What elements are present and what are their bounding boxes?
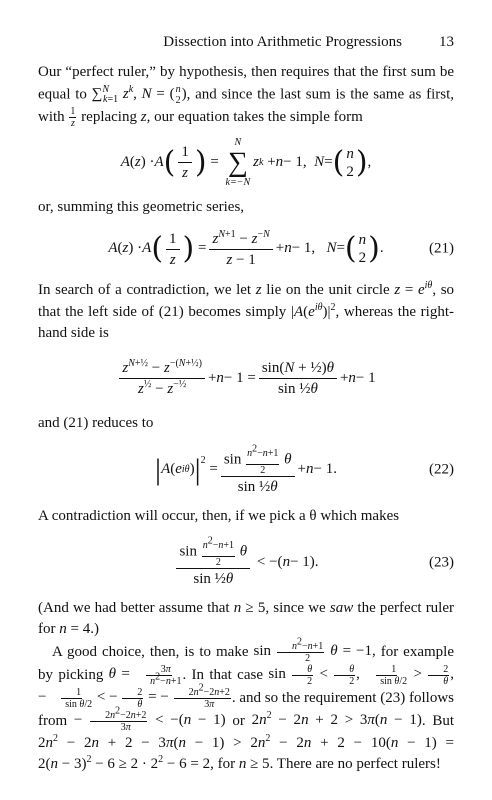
paragraph-5: A contradiction will occur, then, if we pick a θ which makes — [38, 508, 400, 524]
paragraph-4: and (21) reduces to — [38, 414, 154, 431]
equation-number-23: (23) — [429, 553, 454, 570]
equation-number-21: (21) — [429, 240, 454, 257]
running-title: Dissection into Arithmetic Progressions — [163, 34, 402, 50]
paragraph-7: A good choice, then, is to make sin $\frac{n^2-n+1}{2}$ θ = −1, for example by picking θ = $\frac{3\pi}{n^2-n+1}$ . In that case sin $\frac{\theta}{2}$ < $\frac{\theta}{2}$ , $\frac{1}{\text{sin θ/2}}$ > $\frac{2}{\theta}$ , − $\frac{1}{\text{sin θ/2}}$ < − $\frac{2}{\theta}$ = − $\frac{2n^2-2n+2}{3\pi}$ . and so the requirement (23) follows from − $\frac{2n^2-2n+2}{3\pi}$ < −(n − 1) or $2n^2 - 2n + 2 > 3\pi(n - 1)$. But $2n^2 - 2n + 2 - 3\pi(n - 1) > 2n^2 - 2n + 2 - 10(n - 1) = 2(n - 3)^2 - 6 \ge 2 \cdot 2^2 - 6 = 2$, for n ≥ 5. There are no perfect rulers! — [38, 636, 455, 772]
page-body — [38, 62, 454, 776]
equation-rhs: $\frac{z^{N+\frac{1}{2}} - z^{-(N+\frac{1}{2})}}{z^{\frac{1}{2}} - z^{-\frac{1}{2}}}$ + n − 1 = $\frac{\text{sin(N + ½)θ}}{\text{sin ½θ}}$ + n − 1 — [38, 351, 454, 407]
equation-23: sin $\frac{n^2-n+1}{2}$ θ sin ½θ < −( n − 1). (23) — [38, 534, 454, 592]
paragraph-6: (And we had better assume that n ≥ 5, since we saw the perfect ruler for n = 4.) — [38, 599, 455, 637]
equation-20: A ( z ) · A ( $\frac{1}{z}$ ) = N ∑ k=−N z k + n − 1, N = ( n 2 ) , — [120, 136, 372, 188]
equation-number-22: (22) — [429, 461, 454, 478]
paragraph-2: or, summing this geometric series, — [38, 198, 245, 215]
page-number: 13 — [439, 34, 454, 50]
equation-21: A ( z ) · A ( $\frac{1}{z}$ ) = $\frac{z^{N+1} - z^{-N}}{z - 1}$ + n − 1, N = ( n 2 ) . (21) — [108, 228, 454, 268]
paragraph-3: In search of a contradiction, we let z lie on the unit circle $z = e^{i\theta}$, so that the left side of (21) becomes simply $|A(e^{i\theta})|^2$, whereas the right-hand side is — [38, 280, 455, 341]
running-header — [38, 34, 454, 54]
equation-22: | A ( e iθ ) | 2 = sin $\frac{n^2-n+1}{2}$ θ sin ½θ + n − 1. (22) — [155, 443, 454, 495]
paragraph-1: Our “perfect ruler,” by hypothesis, then requires that the first sum be equal to ∑$^N_{k=1}$ $z^k$, N = ( n 2 ), and since the last sum is the same as first, with $\frac{1}{z}$ replacing z, our equation takes the simple form — [38, 64, 455, 129]
